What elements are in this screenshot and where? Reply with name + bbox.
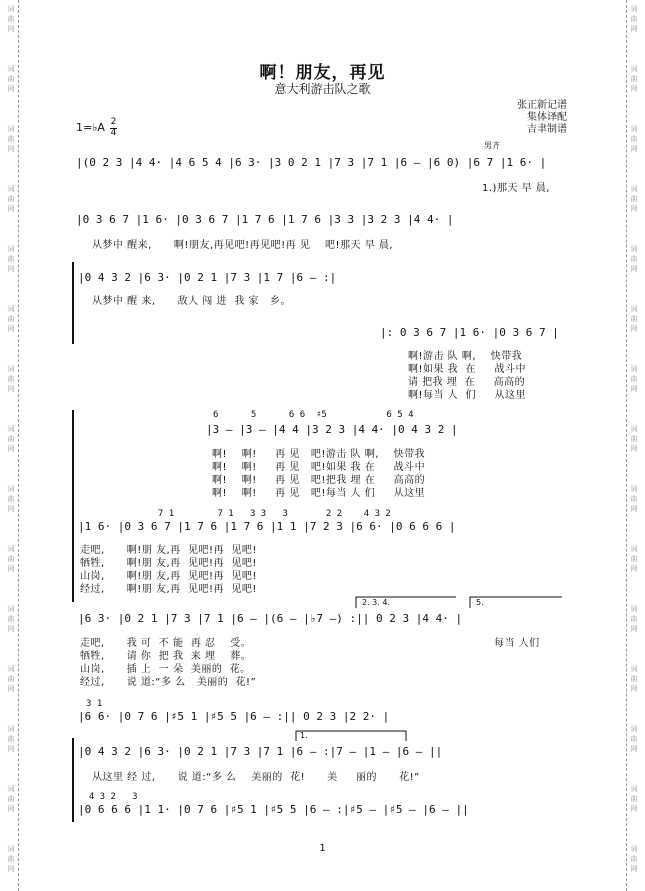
credit-engraver: 吉聿制谱	[527, 124, 567, 135]
watermark-r-7: 词 曲 网	[630, 425, 638, 453]
lyric-row-5-verse-2: 啊! 啊! 再 见 吧!如果 我 在 战斗中	[212, 462, 426, 473]
watermark-r-3: 词 曲 网	[630, 185, 638, 213]
watermark-l-3: 词 曲 网	[7, 185, 15, 213]
key-signature: 1=♭A	[76, 121, 105, 134]
watermark-l-5: 词 曲 网	[7, 305, 15, 333]
page-number: 1	[319, 843, 326, 854]
watermark-l-10: 词 曲 网	[7, 605, 15, 633]
watermark-l-13: 词 曲 网	[7, 785, 15, 813]
watermark-r-2: 词 曲 网	[630, 125, 638, 153]
lyric-row-7-verse-4: 经过, 说 道:“多 么 美丽的 花!”	[80, 677, 257, 688]
lyric-row-5-verse-3: 啊! 啊! 再 见 吧!把我 埋 在 高高的	[212, 475, 426, 486]
meter-bottom: 4	[110, 128, 117, 138]
volta-bracket-2-3-4	[356, 597, 456, 608]
lyric-row-2: 从梦中 醒来, 啊!朋友,再见吧!再见吧!再 见 吧!那天 早 晨,	[92, 240, 394, 251]
upper-voice-row-6: 7 1 7 1 3 3 3 2 2 4 3 2	[82, 509, 391, 519]
lyric-row-7-verse-3: 山岗, 插 上 一 朵 美丽的 花。	[80, 664, 251, 675]
watermark-r-8: 词 曲 网	[630, 485, 638, 513]
song-title: 啊！朋友，再见	[259, 63, 386, 83]
notation-row-2: |0 3 6 7 |1 6· |0 3 6 7 |1 7 6 |1 7 6 |3 3 |3 2 3 |4 4· |	[76, 213, 454, 226]
watermark-l-6: 词 曲 网	[7, 365, 15, 393]
watermark-l-8: 词 曲 网	[7, 485, 15, 513]
volta-bracket-1	[296, 731, 406, 741]
watermark-r-11: 词 曲 网	[630, 665, 638, 693]
watermark-l-11: 词 曲 网	[7, 665, 15, 693]
lyric-row-5-verse-1: 啊! 啊! 再 见 吧!游击 队 啊, 快带我	[212, 449, 426, 460]
notation-row-3: |0 4 3 2 |6 3· |0 2 1 |7 3 |1 7 |6 — :|	[78, 271, 337, 284]
watermark-r-4: 词 曲 网	[630, 245, 638, 273]
notation-row-9: |0 4 3 2 |6 3· |0 2 1 |7 3 |7 1 |6 — :|7 — |1 — |6 — ||	[78, 745, 443, 758]
lyric-row-4-verse-2: 啊!如果 我 在 战斗中	[408, 364, 526, 375]
voice-label: 男齐	[484, 141, 500, 150]
watermark-r-12: 词 曲 网	[630, 725, 638, 753]
credit-translator: 集体译配	[527, 112, 567, 123]
notation-row-7: |6 3· |0 2 1 |7 3 |7 1 |6 — |(6 — |♭7 —) :|| 0 2 3 |4 4· |	[78, 612, 463, 625]
notation-row-4: |: 0 3 6 7 |1 6· |0 3 6 7 |	[380, 326, 559, 339]
notation-row-6: |1 6· |0 3 6 7 |1 7 6 |1 7 6 |1 1 |7 2 3 |6 6· |0 6 6 6 |	[78, 520, 456, 533]
watermark-l-1: 词 曲 网	[7, 65, 15, 93]
watermark-r-5: 词 曲 网	[630, 305, 638, 333]
watermark-r-6: 词 曲 网	[630, 365, 638, 393]
volta-5: 5.	[476, 598, 484, 607]
upper-voice-row-5: 6 5 6 6 ♯5 6 5 4	[213, 410, 414, 420]
notation-row-10: |0 6 6 6 |1 1· |0 7 6 |♯5 1 |♯5 5 |6 — :|♯5 — |♯5 — |6 — ||	[78, 803, 469, 816]
lyric-row-4-verse-1: 啊!游击 队 啊, 快带我	[408, 351, 523, 362]
watermark-r-13: 词 曲 网	[630, 785, 638, 813]
watermark-l-4: 词 曲 网	[7, 245, 15, 273]
lyric-row-9: 从这里 经 过, 说 道:“多 么 美丽的 花! 美 丽的 花!”	[92, 772, 420, 783]
lyric-row-6-verse-1: 走吧, 啊!朋 友,再 见吧!再 见吧!	[80, 545, 257, 556]
watermark-l-0: 词 曲 网	[7, 5, 15, 33]
lyric-row-3: 从梦中 醒 来, 敌人 闯 进 我 家 乡。	[92, 296, 292, 307]
upper-voice-row-8: 3 1	[86, 699, 103, 709]
watermark-l-9: 词 曲 网	[7, 545, 15, 573]
lyric-row-5-verse-4: 啊! 啊! 再 见 吧!每当 人 们 从这里	[212, 488, 426, 499]
watermark-l-12: 词 曲 网	[7, 725, 15, 753]
watermark-r-9: 词 曲 网	[630, 545, 638, 573]
watermark-r-0: 词 曲 网	[630, 5, 638, 33]
lyric-row-1: 1.)那天 早 晨,	[482, 183, 550, 194]
lyric-row-6-verse-2: 牺牲, 啊!朋 友,再 见吧!再 见吧!	[80, 558, 257, 569]
volta-bracket-5	[470, 597, 562, 608]
volta-1: 1.	[300, 731, 308, 740]
watermark-r-1: 词 曲 网	[630, 65, 638, 93]
lyric-row-4-verse-3: 请 把我 埋 在 高高的	[408, 377, 526, 388]
notation-row-5: |3 — |3 — |4 4 |3 2 3 |4 4· |0 4 3 2 |	[206, 423, 458, 436]
lyric-row-7-verse-2: 牺牲, 请 你 把 我 来 埋 葬。	[80, 651, 252, 662]
song-subtitle: 意大利游击队之歌	[274, 82, 371, 96]
credit-transcriber: 张正新记谱	[517, 100, 567, 111]
lyric-row-7-coda: 每当 人们	[494, 638, 540, 649]
upper-voice-row-10: 4 3 2 3	[78, 792, 138, 802]
watermark-r-10: 词 曲 网	[630, 605, 638, 633]
notation-row-8: |6 6· |0 7 6 |♯5 1 |♯5 5 |6 — :|| 0 2 3 |2 2· |	[78, 710, 390, 723]
watermark-l-2: 词 曲 网	[7, 125, 15, 153]
watermark-r-14: 词 曲 网	[630, 845, 638, 873]
lyric-row-4-verse-4: 啊!每当 人 们 从这里	[408, 390, 526, 401]
lyric-row-7-verse-1: 走吧, 我 可 不 能 再 忍 受。	[80, 638, 252, 649]
watermark-l-14: 词 曲 网	[7, 845, 15, 873]
lyric-row-6-verse-4: 经过, 啊!朋 友,再 见吧!再 见吧!	[80, 584, 257, 595]
watermark-l-7: 词 曲 网	[7, 425, 15, 453]
volta-2-3-4: 2. 3. 4.	[362, 598, 390, 607]
lyric-row-6-verse-3: 山岗, 啊!朋 友,再 见吧!再 见吧!	[80, 571, 257, 582]
notation-row-1: |(0 2 3 |4 4· |4 6 5 4 |6 3· |3 0 2 1 |7 3 |7 1 |6 — |6 0) |6 7 |1 6· |	[76, 156, 547, 169]
meter-top: 2	[110, 117, 117, 127]
